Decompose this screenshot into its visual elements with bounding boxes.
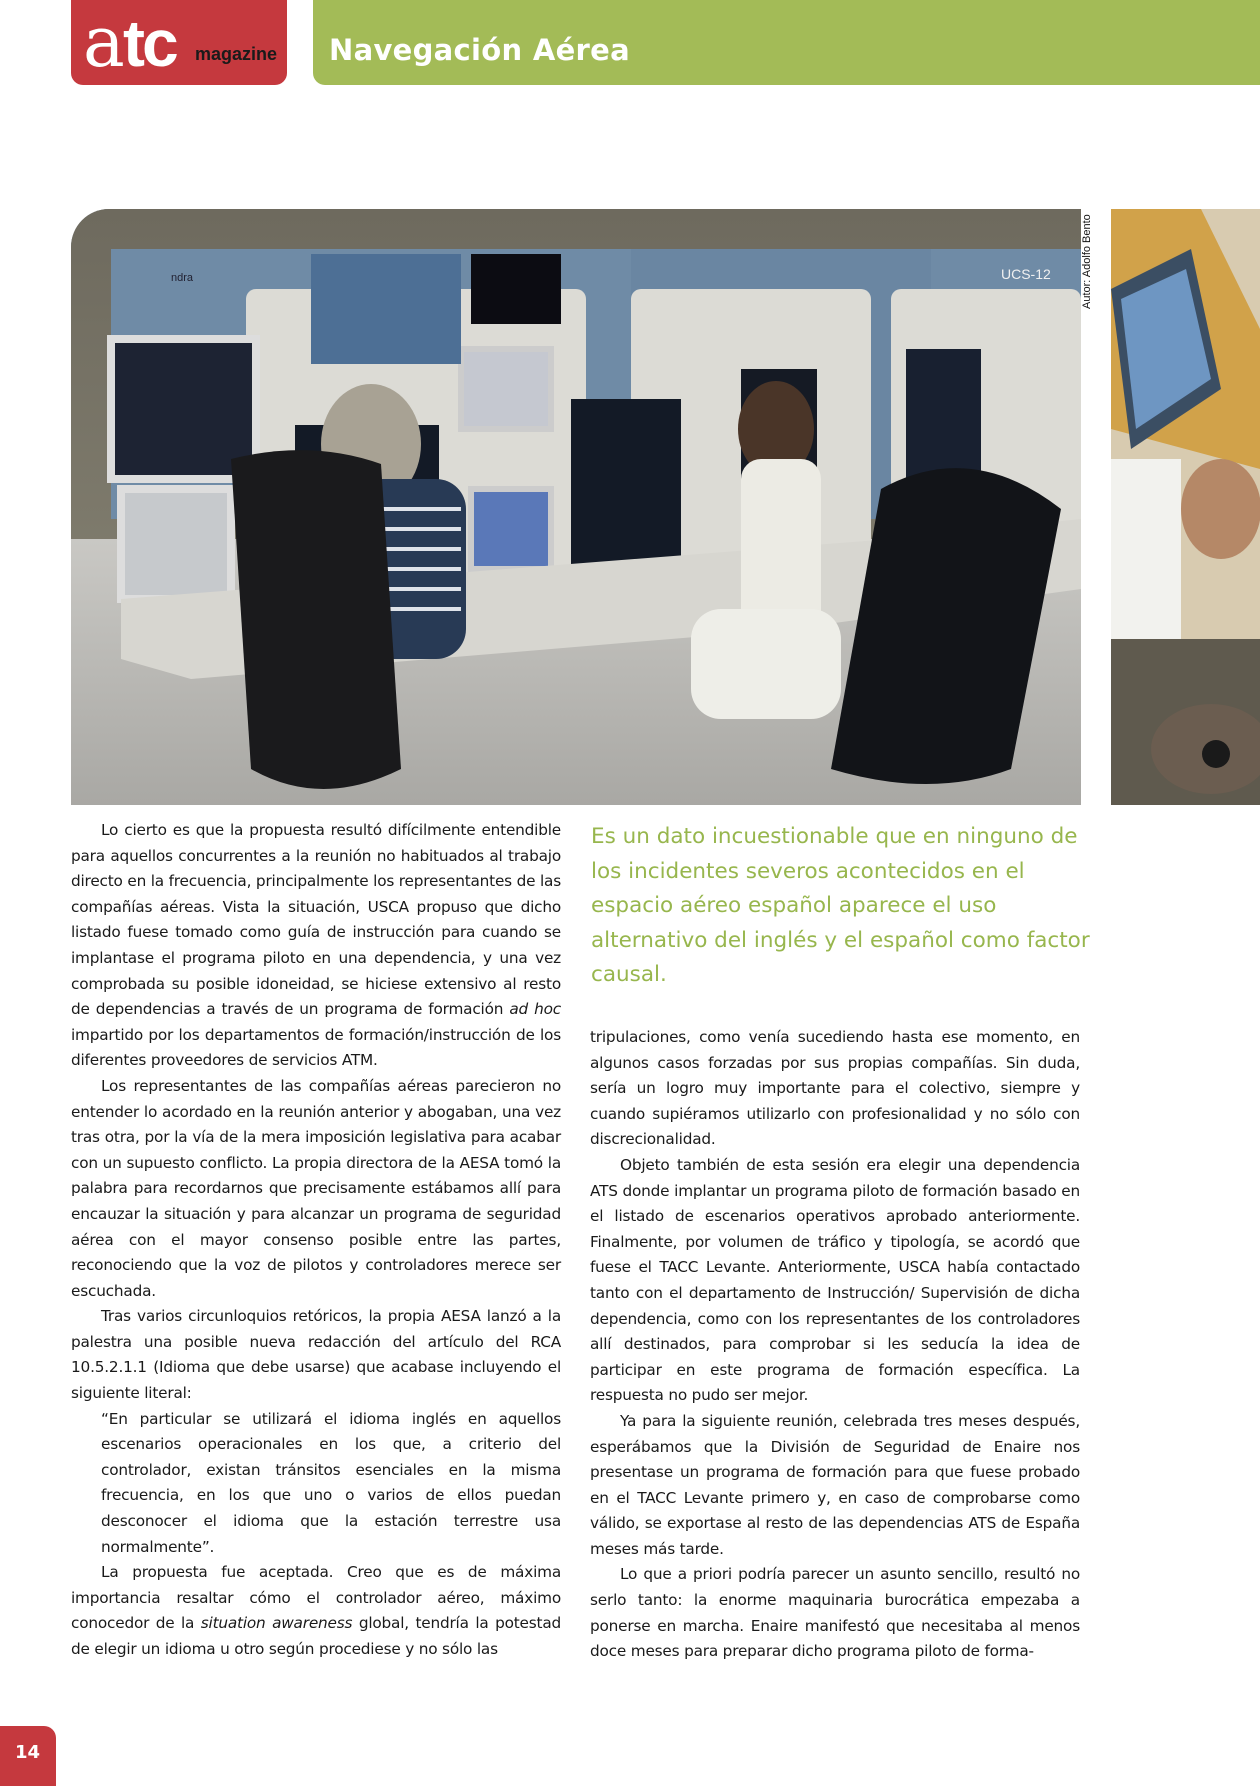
paragraph: Lo cierto es que la propuesta resultó difícilmente entendible para aquellos concurrentes a la reunión no habituados al trabajo directo en la frecuencia, principalmente los representantes de las compañías aéreas. Vista la situación, USCA propuso que dicho listado fuese tomado como guía de instrucción para cuando se implantase el programa piloto en una dependencia, y una vez comprobada su posible idoneidad, se hiciese extensivo al resto de dependencias a través de un programa de formación ad hoc impartido por los departamentos de formación/instrucción de los diferentes proveedores de servicios ATM.: [71, 821, 561, 1070]
logo-magazine: magazine: [195, 44, 278, 64]
italic-term: ad hoc: [509, 1000, 561, 1019]
photo-credit-text: Autor: Adolfo Bento: [1081, 214, 1093, 309]
section-title: Navegación Aérea: [329, 33, 630, 67]
console-label-right: UCS-12: [1001, 266, 1051, 282]
main-photo: [71, 209, 1081, 805]
paragraph: Los representantes de las compañías aéreas parecieron no entender lo acordado en la reunión anterior y abogaban, una vez tras otra, por la vía de la mera imposición legislativa para acabar con un supuesto conflicto. La propia directora de la AESA tomó la palabra para recordarnos que precisamente estábamos allí para encauzar la situación y para alcanzar un programa de seguridad aérea con el mayor consenso posible entre las partes, reconociendo que la voz de pilotos y controladores merece ser escuchada.: [71, 1076, 561, 1300]
page-number: 14: [15, 1742, 41, 1763]
article-column-1: [71, 818, 561, 1663]
side-photo: [1111, 209, 1260, 805]
block-quote: “En particular se utilizará el idioma inglés en aquellos escenarios operacionales en los que, a criterio del controlador, existan tránsitos esenciales en la misma frecuencia, en los que uno o varios de ellos puedan desconocer el idioma que la estación terrestre usa normalmente”.: [101, 1409, 561, 1556]
paragraph: Objeto también de esta sesión era elegir una dependencia ATS donde implantar un programa piloto de formación basado en el listado de escenarios operativos aprobado anteriormente. Finalmente, por volumen de tráfico y tipología, se acordó que fuese el TACC Levante. Anteriormente, USCA había contactado tanto con el departamento de Instrucción/ Supervisión de dicha dependencia, como con los representantes de los controladores allí destinados, para comprobar si les seducía la idea de participar en este programa de formación específica. La respuesta no pudo ser mejor.: [590, 1155, 1080, 1405]
brand-label: ndra: [171, 272, 194, 284]
logo-a: a: [83, 1, 123, 83]
magazine-logo: [71, 0, 287, 85]
article-column-2: [590, 1025, 1080, 1665]
pull-quote: Es un dato incuestionable que en ninguno de los incidentes severos acontecidos en el espacio aéreo español aparece el uso alternativo del inglés y el español como factor causal.: [591, 824, 1090, 987]
section-header: [313, 0, 1260, 85]
page-number-badge: [0, 1726, 56, 1786]
control-room-illustration: [71, 209, 1081, 805]
paragraph: Ya para la siguiente reunión, celebrada tres meses después, esperábamos que la División de Seguridad de Enaire nos presentase un programa de formación para que fuese probado en el TACC Levante primero y, en caso de comprobarse como válido, se exportase al resto de las dependencias ATS de España meses más tarde.: [590, 1411, 1080, 1558]
paragraph: La propuesta fue aceptada. Creo que es de máxima importancia resaltar cómo el controlador aéreo, máximo conocedor de la situation awareness global, tendría la potestad de elegir un idioma u otro según procediese y no sólo las: [71, 1563, 562, 1658]
paragraph: Tras varios circunloquios retóricos, la propia AESA lanzó a la palestra una posible nueva redacción del artículo del RCA 10.5.2.1.1 (Idioma que debe usarse) que acabase incluyendo el siguiente literal:: [71, 1307, 561, 1403]
paragraph: Lo que a priori podría parecer un asunto sencillo, resultó no serlo tanto: la enorme maquinaria burocrática empezaba a ponerse en marcha. Enaire manifestó que necesitaba al menos doce meses para preparar dicho programa piloto de forma-: [590, 1565, 1080, 1661]
cockpit-illustration: [1111, 209, 1260, 805]
logo-tc: tc: [123, 6, 176, 80]
italic-term: situation awareness: [200, 1614, 353, 1633]
paragraph: tripulaciones, como venía sucediendo hasta ese momento, en algunos casos forzadas por sus propias compañías. Sin duda, sería un logro muy importante para el colectivo, siempre y cuando supiéramos utilizarlo con profesionalidad y no sólo con discrecionalidad.: [590, 1028, 1080, 1149]
photo-credit: [1081, 209, 1097, 309]
